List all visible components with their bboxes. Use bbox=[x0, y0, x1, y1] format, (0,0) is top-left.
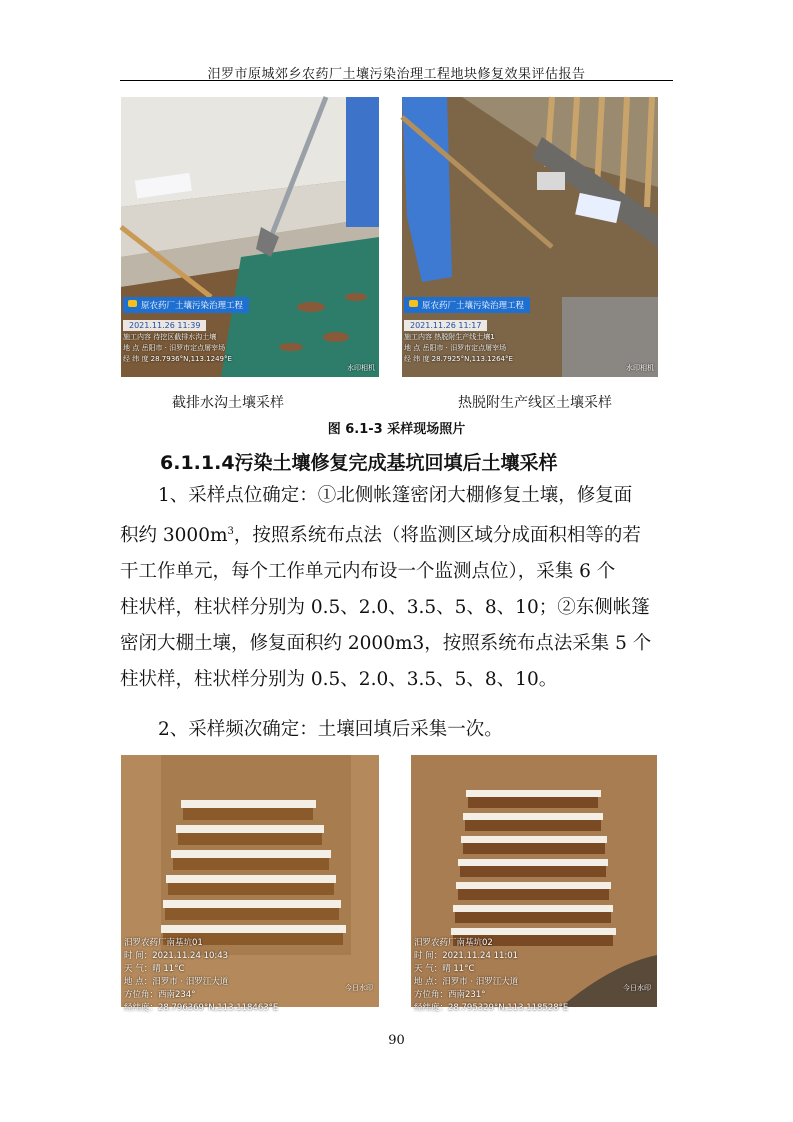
watermark-title: 汨罗农药厂南基坑02 bbox=[414, 938, 493, 948]
figure-caption: 图 6.1-3 采样现场照片 bbox=[327, 422, 466, 437]
watermark-line: 施工内容 待挖区截排水沟土壤 bbox=[123, 333, 217, 341]
photo-drainage-sampling bbox=[121, 97, 379, 377]
watermark-line: 方位角：西南231° bbox=[414, 990, 486, 1000]
camera-logo: 今日水印 bbox=[623, 984, 651, 992]
text-line: 干工作单元，每个工作单元内布设一个监测点位），采集 6 个 bbox=[120, 561, 616, 583]
watermark-date: 2021.11.26 11:39 bbox=[123, 320, 206, 331]
watermark-title: 汨罗农药厂南基坑01 bbox=[124, 938, 203, 948]
watermark-title: 原农药厂土壤污染治理工程 bbox=[404, 297, 530, 313]
page-number: 90 bbox=[388, 1033, 405, 1048]
watermark-line: 天 气：晴 11°C bbox=[414, 964, 475, 974]
running-header: 汨罗市原城郊乡农药厂土壤污染治理工程地块修复效果评估报告 bbox=[207, 67, 586, 82]
text-line: 密闭大棚土壤，修复面积约 2000m3，按照系统布点法采集 5 个 bbox=[120, 633, 652, 655]
watermark-title: 原农药厂土壤污染治理工程 bbox=[123, 297, 249, 313]
camera-logo: 水印相机 bbox=[626, 364, 654, 372]
photo-thermal-desorption-sampling bbox=[402, 97, 658, 377]
paragraph-sampling-points bbox=[120, 478, 680, 698]
text-line: 柱状样，柱状样分别为 0.5、2.0、3.5、5、8、10。 bbox=[120, 669, 558, 691]
text-line: 1、采样点位确定：①北侧帐篷密闭大棚修复土壤，修复面 bbox=[158, 485, 633, 506]
text-line: 积约 $3000m^3$，按照系统布点法（将监测区域分成面积相等的若 bbox=[120, 525, 641, 547]
watermark-line: 经 纬 度 28.7925°N,113.1264°E bbox=[404, 355, 513, 363]
photo-core-samples-pit-01 bbox=[121, 755, 379, 1013]
watermark-line: 方位角：西南234° bbox=[124, 990, 196, 1000]
camera-logo: 水印相机 bbox=[347, 364, 375, 372]
watermark-date: 2021.11.26 11:17 bbox=[404, 320, 487, 331]
watermark-line: 天 气：晴 11°C bbox=[124, 964, 185, 974]
photo-caption: 热脱附生产线区土壤采样 bbox=[458, 395, 612, 411]
watermark-line: 施工内容 热脱附生产线土壤1 bbox=[404, 333, 495, 341]
watermark-line: 经纬度：28.796369°N,113.118463°E bbox=[124, 1003, 279, 1013]
header-rule bbox=[120, 80, 673, 81]
paragraph-sampling-frequency bbox=[120, 712, 680, 748]
photo-caption: 截排水沟土壤采样 bbox=[172, 395, 284, 411]
camera-logo: 今日水印 bbox=[345, 984, 373, 992]
watermark-line: 地 点：汨罗市 · 汨罗江大道 bbox=[414, 977, 519, 987]
watermark-line: 时 间：2021.11.24 10:43 bbox=[124, 951, 229, 961]
text-line: 柱状样，柱状样分别为 0.5、2.0、3.5、5、8、10；②东侧帐篷 bbox=[120, 597, 650, 619]
watermark-line: 经纬度：28.795329°N,113.118528°E bbox=[414, 1003, 569, 1013]
watermark-line: 地 点 岳阳市 · 汨罗市定点屠宰场 bbox=[404, 344, 507, 352]
watermark-line: 时 间：2021.11.24 11:01 bbox=[414, 951, 519, 961]
watermark-line: 地 点：汨罗市 · 汨罗江大道 bbox=[124, 977, 229, 987]
watermark-line: 经 纬 度 28.7936°N,113.1249°E bbox=[123, 355, 232, 363]
watermark-line: 地 点 岳阳市 · 汨罗市定点屠宰场 bbox=[123, 344, 226, 352]
text-line: 2、采样频次确定：土壤回填后采集一次。 bbox=[158, 719, 503, 740]
photo-core-samples-pit-02 bbox=[411, 755, 657, 1013]
section-heading: 6.1.1.4污染土壤修复完成基坑回填后土壤采样 bbox=[160, 452, 558, 474]
